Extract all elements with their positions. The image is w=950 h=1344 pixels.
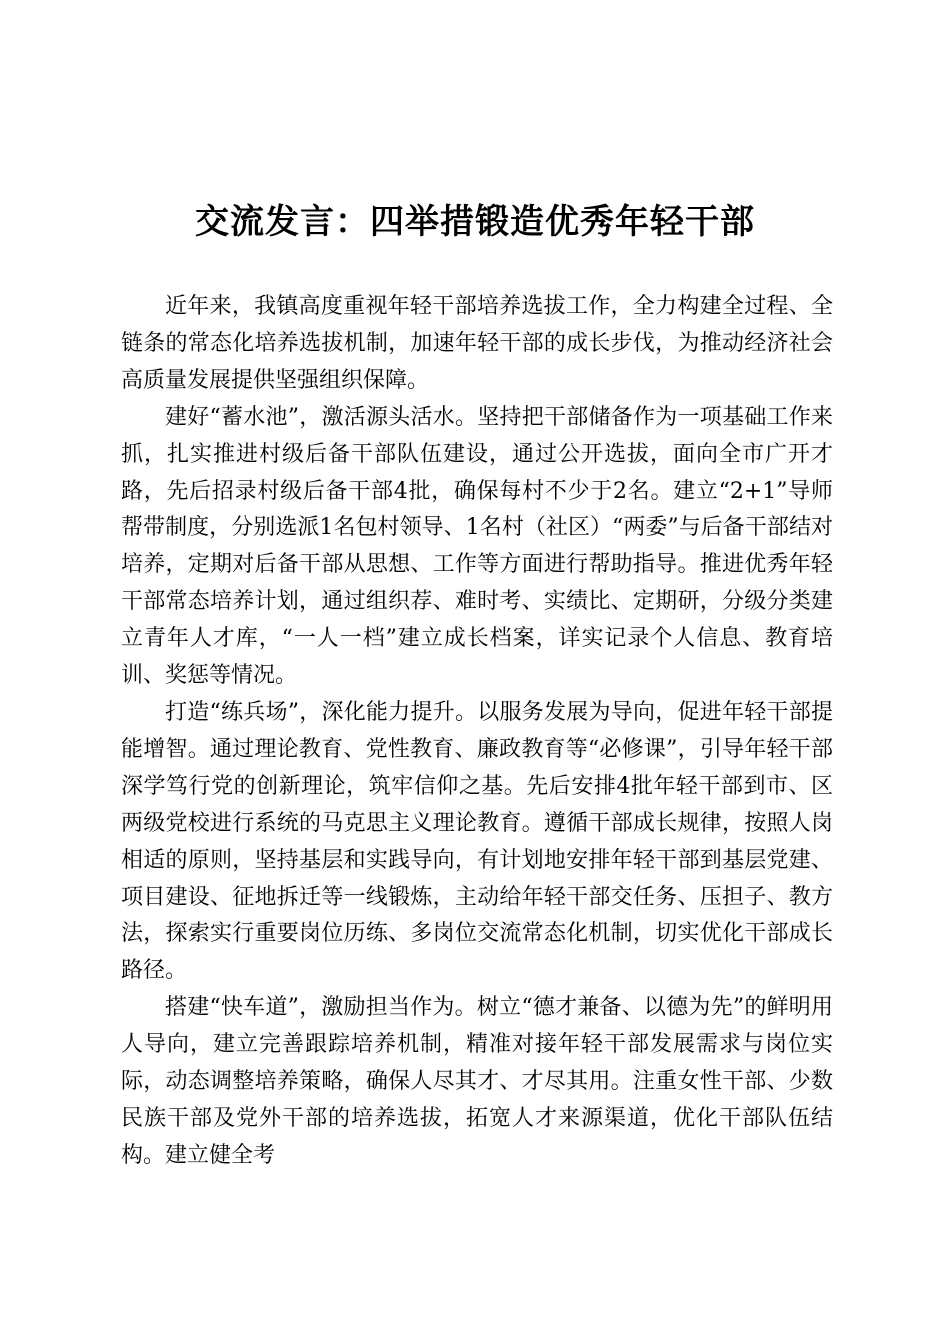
paragraph-training-ground: 打造“练兵场”，深化能力提升。以服务发展为导向，促进年轻干部提能增智。通过理论教育、党性教育、廉政教育等“必修课”，引导年轻干部深学笃行党的创新理论，筑牢信仰之基。先后安排4批年轻干部到市、区两级党校进行系统的马克思主义理论教育。遵循干部成长规律，按照人岗相适的原则，坚持基层和实践导向，有计划地安排年轻干部到基层党建、项目建设、征地拆迁等一线锻炼，主动给年轻干部交任务、压担子、教方法，探索实行重要岗位历练、多岗位交流常态化机制，切实优化干部成长路径。 xyxy=(121,699,833,984)
paragraph-intro: 近年来，我镇高度重视年轻干部培养选拔工作，全力构建全过程、全链条的常态化培养选拔机制，加速年轻干部的成长步伐，为推动经济社会高质量发展提供坚强组织保障。 xyxy=(121,294,833,393)
paragraph-reservoir: 建好“蓄水池”，激活源头活水。坚持把干部储备作为一项基础工作来抓，扎实推进村级后备干部队伍建设，通过公开选拔，面向全市广开才路，先后招录村级后备干部4批，确保每村不少于2名。建立“2+1”导师帮带制度，分别选派1名包村领导、1名村（社区）“两委”与后备干部结对培养，定期对后备干部从思想、工作等方面进行帮助指导。推进优秀年轻干部常态培养计划，通过组织荐、难时考、实绩比、定期研，分级分类建立青年人才库，“一人一档”建立成长档案，详实记录个人信息、教育培训、奖惩等情况。 xyxy=(121,404,833,689)
document-title: 交流发言：四举措锻造优秀年轻干部 xyxy=(195,202,755,242)
document-body xyxy=(121,289,833,1175)
paragraph-fast-lane: 搭建“快车道”，激励担当作为。树立“德才兼备、以德为先”的鲜明用人导向，建立完善跟踪培养机制，精准对接年轻干部发展需求与岗位实际，动态调整培养策略，确保人尽其才、才尽其用。注重女性干部、少数民族干部及党外干部的培养选拔，拓宽人才来源渠道，优化干部队伍结构。建立健全考 xyxy=(121,995,833,1168)
